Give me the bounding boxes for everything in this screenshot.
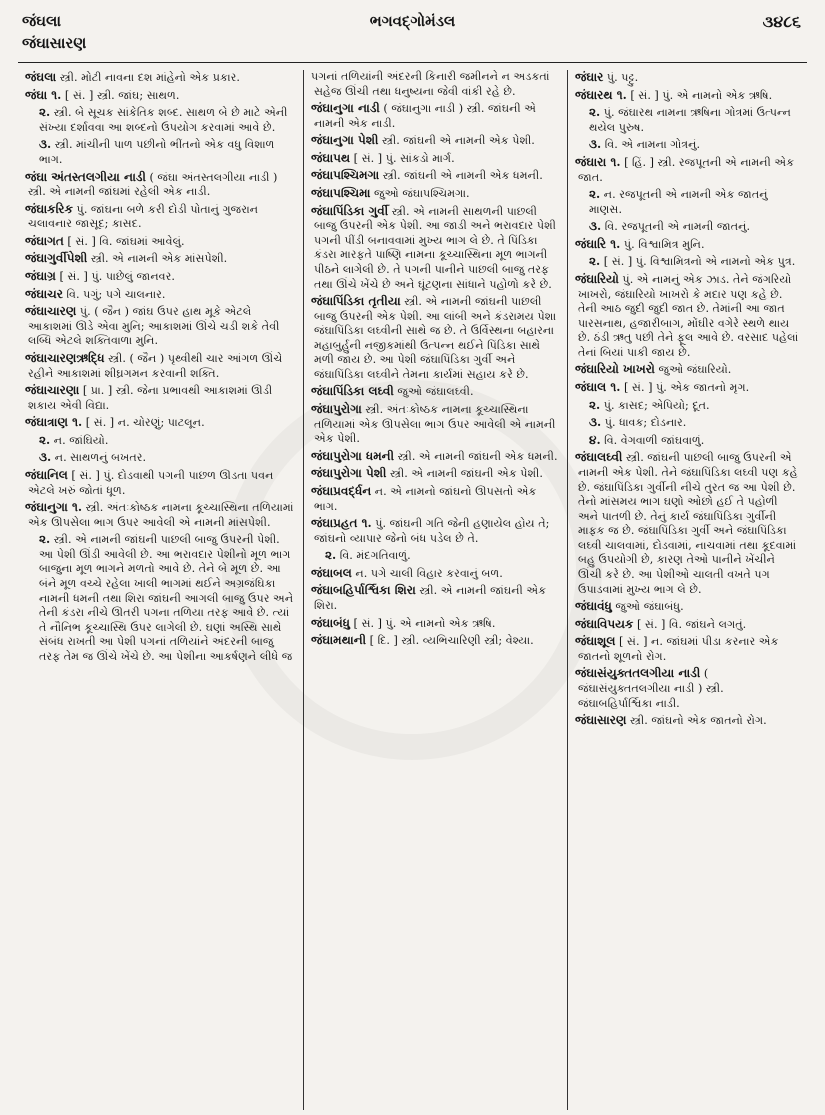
column-2 xyxy=(304,70,568,1110)
entry-headword: જંઘલા xyxy=(25,70,57,84)
entry-headword: જંઘાવંધુ xyxy=(575,599,612,614)
entry-definition: સ્ત્રી. જાંઘનો એક જાતનો રોગ. xyxy=(626,714,767,728)
dictionary-entry xyxy=(575,634,801,664)
entry-definition: [ સં. ] પું. એક જાતનો મૃગ. xyxy=(620,381,750,395)
entry-headword: જંઘાશૂલ xyxy=(575,634,616,649)
dictionary-entry xyxy=(25,450,296,466)
dictionary-entry xyxy=(575,450,801,597)
entry-headword: જંઘાનુગા ૧. xyxy=(25,500,83,515)
entry-headword: જંઘાપિંડિકા ગુર્વી xyxy=(311,203,389,218)
entry-definition: જુઓ જંઘાલઘ્વી. xyxy=(393,385,474,399)
dictionary-entry xyxy=(25,500,296,530)
entry-definition: સ્ત્રી. જાંઘની એ નામની એક પેશી. xyxy=(378,134,535,148)
dictionary-entry xyxy=(575,254,801,270)
entry-headword: જંઘાગુર્વીપેશી xyxy=(25,251,88,266)
entry-headword: જંઘારિ ૧. xyxy=(575,236,621,251)
dictionary-entry xyxy=(25,383,296,413)
dictionary-entry xyxy=(25,234,296,250)
dictionary-entry xyxy=(25,287,296,303)
dictionary-entry xyxy=(575,380,801,396)
page-header xyxy=(0,0,825,66)
dictionary-entry xyxy=(25,170,296,200)
dictionary-entry xyxy=(25,304,296,349)
dictionary-entry xyxy=(25,202,296,232)
dictionary-entry xyxy=(575,415,801,431)
entry-definition: જુઓ જંઘાબંધુ. xyxy=(611,600,684,614)
entry-headword: ૩. xyxy=(589,415,602,430)
entry-headword: જંઘામથાની xyxy=(311,633,367,648)
entry-headword: જંઘાગત xyxy=(25,233,64,248)
entry-definition: સ્ત્રી. બે સૂચક સાંકેતિક શબ્દ. સાથળ બે છે માટે એની સંખ્યા દર્શાવવા આ શબ્દનો ઉપયોગ કરવામાં આવે છે. xyxy=(39,106,288,134)
entry-headword: જંઘાપિંડિકા લઘ્વી xyxy=(311,384,394,399)
entry-definition: [ સં. ] પું. દોડવાથી પગની પાછળ ઊડતા પવન એટલે ખરું જોતાં ધૂળ. xyxy=(28,469,274,497)
entry-headword: જંઘારિયો ખાખરો xyxy=(575,362,655,377)
entry-definition: જુઓ જંઘારિયો. xyxy=(654,363,732,377)
entry-definition: પું. જંઘારથ નામના ઋષિના ગોત્રમાં ઉત્પન્ન થયેલ પુરુષ. xyxy=(589,106,791,134)
entry-definition: [ સં. ] પું. એ નામનો એક ઋષિ. xyxy=(349,616,496,630)
entry-headword: જંઘાપથ xyxy=(311,150,351,165)
entry-definition: સ્ત્રી. એ નામની જાંઘની એક પેશી. xyxy=(386,467,543,481)
dictionary-entry xyxy=(575,433,801,449)
entry-headword: જંઘાપુરોગા xyxy=(311,402,362,417)
entry-definition: [ સં. ] ન. ચોરણું; પાટલૂન. xyxy=(82,416,205,430)
column-3 xyxy=(568,70,808,1110)
header-rule xyxy=(18,62,807,63)
dictionary-entry xyxy=(575,137,801,153)
dictionary-entry xyxy=(25,70,296,86)
entry-headword: જંઘાપ્રહત ૧. xyxy=(311,516,372,531)
entry-definition: સ્ત્રી. ( જૈન ) પૃથ્વીથી ચાર આંગળ ઊંચે રહીને આકાશમાં શીઘ્રગમન કરવાની શક્તિ. xyxy=(28,351,283,380)
entry-definition: પું. ધાવક; દોડનાર. xyxy=(601,416,687,430)
entry-definition: ( જંઘાસંયુક્તતલગીયા નાડી ) સ્ત્રી. જંઘાબહિર્પાર્શ્વિકા નાડી. xyxy=(578,667,724,710)
entry-headword: ૨. xyxy=(39,105,51,120)
entry-definition: સ્ત્રી. એ નામની જાંઘની એક શિરા. xyxy=(314,584,547,613)
dictionary-entry xyxy=(575,70,801,86)
entry-definition: વિ. પગું; પગે ચાલનાર. xyxy=(62,287,166,301)
entry-headword: ૪. xyxy=(589,432,601,447)
guide-word-last: જંઘાસારણ xyxy=(22,34,87,52)
entry-definition: સ્ત્રી. એ નામની જાંઘની પાછલી બાજુ ઉપરની એક પેશી. આ લાંબી અને કંડરામય પેશા જંઘાપિંડિકા લઘ્વીની સાથે જ છે. તે ઉર્વિસ્થના બહારના મહાબુર્હુની નજીકમાંથી ઉત્પન્ન થઈને પિંડિકા સાથે મળી જાય છે. આ પેશી જંઘાપિંડિકા ગુર્વી અને જંઘાપિંડિકા લઘ્વીને તેમના કાર્યમાં સહાય કરે છે. xyxy=(314,295,557,381)
dictionary-entry xyxy=(575,272,801,360)
column-1 xyxy=(18,70,304,1110)
entry-headword: ૩. xyxy=(39,137,52,152)
entry-headword: ૨. xyxy=(589,254,601,269)
entry-headword: જંઘાસંયુક્તતલગીયા નાડી xyxy=(575,666,701,681)
entry-headword: ૨. xyxy=(589,105,601,120)
entry-definition: ન. સાથળનું બખતર. xyxy=(51,451,147,465)
entry-definition: વિ. એ નામના ગોત્રનું. xyxy=(601,138,701,152)
entry-headword: જંઘા અંતસ્તલગીયા નાડી xyxy=(25,169,146,184)
entry-definition: [ સં. ] સ્ત્રી. જાંઘ; સાથળ. xyxy=(61,88,180,102)
entry-definition: ( જંઘાનુગા નાડી ) સ્ત્રી. જાંઘની એ નામની એક નાડી. xyxy=(314,102,537,130)
dictionary-entry xyxy=(311,633,560,649)
entry-headword: જંઘાલ ૧. xyxy=(575,380,621,395)
dictionary-entry xyxy=(25,269,296,285)
dictionary-entry xyxy=(25,468,296,498)
dictionary-entry xyxy=(575,599,801,615)
dictionary-entry xyxy=(25,415,296,431)
entry-headword: જંઘાગ્ર xyxy=(25,269,56,283)
entry-headword: જંઘા ૧. xyxy=(25,87,62,102)
entry-definition: ન. એ નામનો જાંઘનો ઊપસતો એક ભાગ. xyxy=(314,484,537,513)
entry-definition: પગનાં તળિયાંની અંદરની કિનારી જમીનને ન અડકતાં સહેજ ઊંચી તથા ધનુષ્યના જેવી વાંકી રહે છે. xyxy=(311,70,550,98)
entry-definition: પું. કાસદ; એપિયો; દૂત. xyxy=(600,398,710,412)
entry-definition: સ્ત્રી. એ નામની જાંઘની એક ધમની. xyxy=(394,449,558,463)
entry-definition: સ્ત્રી. અંતઃકોષ્ઠક નામના કૂચ્ચાસ્થિના તળિયામાં એક ઊપસેલા ભાગ ઉપર આવેલી એ નામની એક પેશી. xyxy=(314,403,556,446)
entry-headword: જંઘાપુરોગા પેશી xyxy=(311,466,387,481)
entry-definition: ન. રજપૂતની એ નામની એક જાતનું માણસ. xyxy=(589,188,768,216)
entry-definition: સ્ત્રી. એ નામની જાંઘની પાછલી બાજુ ઉપરની પેશી. આ પેશી ઊંડી આવેલી છે. આ ભરાવદાર પેશીનો મૂળ ભાગ બાજુના મૂળ ભાગને મળતો આવે છે. તેને બે મૂળ છે. આ બંને મૂળ વચ્ચે રહેલા ખાલી ભાગમાં થઈને અગ્રજંઘિકા નામની ધમની તથા શિરા જાંઘની આગલી બાજુ ઉપર અને તેની કંડરા નીચે ઊતરી પગના તળિયા તરફ આવે છે. ત્યાં તે નૌનિભ કૂચ્ચાસ્થિ ઉપર લાગેલી છે. ઘણાં અસ્થિ સાથે સંબંધ રાખતી આ પેશી પગનાં તળિયાંને અંદરની બાજુ તરફ તેમ જ ઊંચે ખેંચે છે. આ પેશીના આકર્ષણને લીધે જ xyxy=(39,533,294,663)
entry-headword: ૨. xyxy=(589,397,601,412)
entry-definition: પું. જાંઘની ગતિ જેની હણાયેલ હોય તે; જાંઘનો વ્યાપાર જેનો બંધ પડેલ છે તે. xyxy=(314,517,550,545)
entry-definition: જુઓ જંઘાપશ્ચિમગા. xyxy=(370,187,470,201)
entry-headword: જંઘાપ્રવર્દ્ધન xyxy=(311,483,372,498)
entry-definition: સ્ત્રી. જાંઘની એ નામની એક ધમની. xyxy=(379,169,543,183)
entry-headword: જંઘારથ ૧. xyxy=(575,87,627,102)
dictionary-columns xyxy=(18,70,808,1110)
entry-definition: પું. પટ્ટુ. xyxy=(603,71,639,84)
entry-headword: જંઘાચારણ xyxy=(25,304,77,319)
dictionary-entry xyxy=(311,133,560,149)
dictionary-entry xyxy=(575,237,801,253)
entry-definition: વિ. રજપૂતની એ નામની જાતનું. xyxy=(601,220,751,234)
entry-definition: [ સં. ] પું. વિશ્વામિત્રનો એ નામનો એક પુત્ર. xyxy=(600,255,796,269)
book-title: ભગવદ્ગોમંડલ xyxy=(369,12,456,30)
entry-definition: [ સં. ] પું. એ નામનો એક ઋષિ. xyxy=(626,88,773,102)
entry-headword: ૩. xyxy=(589,219,602,234)
page-number: ૩૪૮૬ xyxy=(762,12,801,31)
dictionary-entry xyxy=(311,70,560,99)
dictionary-entry xyxy=(25,88,296,104)
entry-definition: [ સં. ] ન. જાંઘમાં પીડા કરનાર એક જાતનો શૂળનો રોગ. xyxy=(578,635,779,663)
entry-headword: જંઘાપશ્ચિમગા xyxy=(311,168,380,183)
entry-headword: જંઘાનુગા પેશી xyxy=(311,133,379,148)
entry-definition: ન. જાંઘિયો. xyxy=(50,433,109,447)
dictionary-entry xyxy=(25,532,296,664)
entry-headword: જંઘાવિપયક xyxy=(575,616,634,631)
entry-headword: જંઘારિયો xyxy=(575,272,619,287)
entry-definition: ( જંઘા અંતસ્તલગીયા નાડી ) સ્ત્રી. એ નામની જાંઘમાં રહેલી એક નાડી. xyxy=(28,170,278,199)
dictionary-entry xyxy=(575,713,801,729)
entry-headword: ૨. xyxy=(589,187,601,202)
dictionary-entry xyxy=(311,186,560,202)
entry-headword: જંઘાચારણા xyxy=(25,383,80,398)
dictionary-entry xyxy=(311,466,560,482)
entry-headword: જંઘાલઘ્વી xyxy=(575,450,623,465)
dictionary-entry xyxy=(575,362,801,378)
dictionary-entry xyxy=(311,516,560,546)
dictionary-entry xyxy=(25,251,296,267)
entry-headword: જંઘાચર xyxy=(25,286,63,301)
dictionary-entry xyxy=(311,583,560,613)
entry-headword: જંઘાપુરોગા ધમની xyxy=(311,448,395,463)
dictionary-entry xyxy=(25,351,296,381)
entry-definition: ન. પગે ચાલી વિહાર કરવાનું બળ. xyxy=(351,566,503,580)
entry-definition: સ્ત્રી. માંચીની પાળ પછીનો ભીંતનો એક વધુ વિશાળ ભાગ. xyxy=(39,138,275,166)
entry-definition: [ પ્રા. ] સ્ત્રી. જેના પ્રભાવથી આકાશમાં ઊડી શકાય એવી વિદ્યા. xyxy=(28,384,273,412)
dictionary-entry xyxy=(575,219,801,235)
entry-definition: વિ. મંદગતિવાળું. xyxy=(336,549,411,563)
entry-headword: જંઘાબહિર્પાર્શ્વિકા શિરા xyxy=(311,583,416,598)
entry-headword: જંઘાબંધુ xyxy=(311,615,350,630)
dictionary-entry xyxy=(311,294,560,382)
entry-definition: સ્ત્રી. એ નામની સાથળની પાછલી બાજુ ઉપરની એક પેશી. આ જાડી અને ભરાવદાર પેશી પગની પીંડી બનાવવામાં મુખ્ય ભાગ લે છે. તે પિંડિકા કંડરા મારફતે પાષ્ણિ નામના કૂચ્ચાસ્થિના મૂળ ભાગની પીઠને લાગેલી છે. તે પગની પાનીને પાછલી બાજુ તરફ તથા ઊંચે ખેંચે છે અને ઘૂંટણના સાંધાને પહોળો કરે છે. xyxy=(314,204,556,291)
guide-word-first: જંઘલા xyxy=(22,12,62,30)
entry-headword: ૨. xyxy=(39,432,51,447)
dictionary-entry xyxy=(25,105,296,135)
dictionary-entry xyxy=(311,168,560,184)
entry-definition: વિ. વેગવાળી જાંઘવાળું. xyxy=(600,433,705,447)
dictionary-entry xyxy=(311,616,560,632)
entry-headword: જંઘાર xyxy=(575,70,604,84)
entry-headword: જંઘાનુગા નાડી xyxy=(311,101,380,116)
dictionary-entry xyxy=(575,105,801,135)
entry-definition: [ સં. ] પું. સાંકડો માર્ગ. xyxy=(350,151,455,165)
dictionary-entry xyxy=(311,101,560,131)
dictionary-entry xyxy=(311,548,560,564)
entry-definition: [ સં. ] પું. પાછેલું જાનવર. xyxy=(55,270,175,283)
entry-headword: ૩. xyxy=(39,450,52,465)
entry-definition: [ સં. ] વિ. જાંઘને લગતું. xyxy=(633,617,747,631)
entry-headword: જંઘાપિંડિકા તૃતીયા xyxy=(311,294,401,309)
dictionary-entry xyxy=(575,666,801,711)
dictionary-entry xyxy=(311,402,560,447)
entry-headword: જંઘાબલ xyxy=(311,565,352,580)
entry-headword: જંઘાપશ્ચિમા xyxy=(311,186,371,201)
dictionary-entry xyxy=(311,204,560,292)
entry-headword: જંઘાનિલ xyxy=(25,468,68,482)
entry-definition: પું. ( જૈન ) જાંઘ ઉપર હાથ મૂકે એટલે આકાશમાં ઊડે એવા મુનિ; આકાશમાં ઊંચે ચડી શકે તેવી લબ્ધિ એટલે શક્તિવાળા મુનિ. xyxy=(28,305,280,348)
entry-definition: સ્ત્રી. મોટી નાવના દશ માંહેનો એક પ્રકાર. xyxy=(56,71,240,84)
entry-definition: સ્ત્રી. એ નામની એક માંસપેશી. xyxy=(87,252,228,266)
entry-definition: [ દિ. ] સ્ત્રી. વ્યભિચારિણી સ્ત્રી; વેશ્યા. xyxy=(366,634,534,648)
dictionary-entry xyxy=(575,398,801,414)
entry-definition: સ્ત્રી. અંતઃકોષ્ઠક નામના કૂચ્ચાસ્થિના તળિયામાં એક ઊપસેલા ભાગ ઉપર આવેલી એ નામની માંસપેશી. xyxy=(28,501,294,529)
dictionary-entry xyxy=(311,151,560,167)
dictionary-entry xyxy=(311,384,560,400)
entry-definition: પું. જાંઘના બળે કરી દોડી પોતાનું ગુજરાન ચલાવનાર જાસૂદ; કાસદ. xyxy=(28,202,259,231)
entry-headword: ૨. xyxy=(39,532,51,547)
dictionary-entry xyxy=(311,449,560,465)
entry-headword: જંઘાસારણ xyxy=(575,713,627,728)
dictionary-entry xyxy=(311,566,560,582)
entry-headword: જંઘારા ૧. xyxy=(575,154,621,169)
dictionary-entry xyxy=(25,137,296,167)
entry-headword: જંઘાત્રાણ ૧. xyxy=(25,415,83,430)
entry-headword: ૩. xyxy=(589,137,602,152)
dictionary-entry xyxy=(575,617,801,633)
entry-definition: પું. વિશ્વામિત્ર મુનિ. xyxy=(620,237,705,251)
entry-definition: પું. એ નામનું એક ઝાડ. તેને જંગરિયો ખાખરો, જંઘારિયો ખાખરો કે મદાર પણ કહે છે. તેની આઠ જુદી જુદી જાત છે. તેમાંની આ જાત પારસનાથ, હજારીબાગ, મોંઘીર વગેરે સ્થળે થાય છે. ઠંડી ઋતુ પછી તેને ફૂલ આવે છે. વરસાદ પહેલાં તેનાં બિયાં પાકી જાય છે. xyxy=(578,273,799,359)
dictionary-entry xyxy=(311,484,560,514)
dictionary-entry xyxy=(575,187,801,217)
entry-definition: [ હિં. ] સ્ત્રી. રજપૂતની એ નામની એક જાત. xyxy=(578,155,795,184)
entry-headword: ૨. xyxy=(325,548,337,563)
dictionary-entry xyxy=(575,88,801,104)
entry-headword: જંઘાચારણઋદ્ધિ xyxy=(25,350,105,365)
entry-definition: [ સં. ] વિ. જાંઘમાં આવેલું. xyxy=(63,234,185,248)
dictionary-entry xyxy=(575,155,801,185)
entry-definition: સ્ત્રી. જાંઘની પાછલી બાજુ ઉપરની એ નામની એક પેશી. તેને જંઘાપિંડિકા લઘ્વી પણ કહે છે. જંઘાપિંડિકા ગુર્વીની નીચે તુરત જ આ પેશી છે. તેનો માંસમય ભાગ ઘણો ઓછો હઈ તે પહોળી અને પાતળી છે. તેનું કાર્ય જંઘાપિંડિકા ગુર્વીની માફક જ છે. જંઘાપિંડિકા ગુર્વી અને જંઘાપિંડિકા લઘ્વી ચાલવામાં, દોડવામાં, નાચવામાં તથા કૂદવામાં બહુ ઉપયોગી છે, કારણ તેઓ પાનીને ખેંચીને ઊંચી કરે છે. આ પેશીઓ ચાલતી વખતે પગ ઉપાડવામાં મુખ્ય ભાગ લે છે. xyxy=(578,451,798,596)
entry-headword: જંઘાકરિક xyxy=(25,201,73,216)
dictionary-entry xyxy=(25,433,296,449)
